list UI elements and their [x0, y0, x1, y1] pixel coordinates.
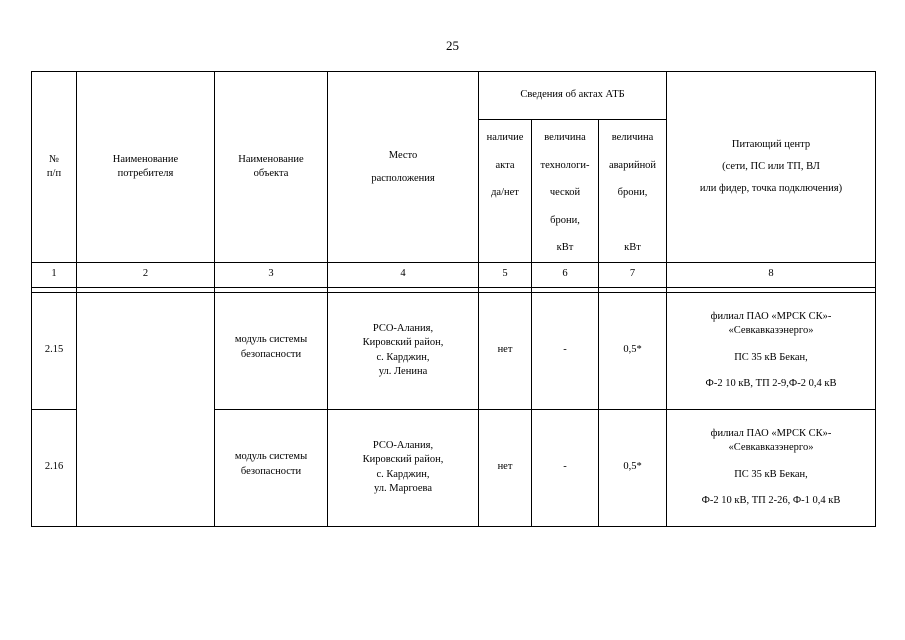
- row-feeder-line: «Севкавказэнерго»: [728, 442, 814, 454]
- header-act-line: да/нет: [491, 187, 519, 198]
- row-emerg: 0,5*: [599, 292, 667, 409]
- row-object-line: безопасности: [240, 348, 302, 360]
- header-location-line: Место: [388, 149, 418, 161]
- header-num-line: №: [48, 153, 60, 165]
- row-address-line: ул. Ленина: [378, 365, 428, 377]
- header-emerg: [599, 120, 667, 263]
- row-address-line: РСО-Алания,: [372, 440, 434, 452]
- row-object-line: безопасности: [240, 465, 302, 477]
- column-number: 6: [532, 262, 599, 287]
- header-act-line: акта: [495, 159, 515, 171]
- page-number: 25: [446, 38, 459, 53]
- row-num: 2.16: [32, 409, 77, 526]
- consumers-table: [31, 71, 876, 527]
- row-feeder-line: филиал ПАО «МРСК СК»-: [710, 311, 832, 323]
- header-emerg-line: брони,: [617, 187, 648, 198]
- row-feeder: [667, 292, 876, 409]
- row-feeder: [667, 409, 876, 526]
- row-object: [215, 292, 328, 409]
- row-object-line: модуль системы: [234, 451, 308, 463]
- row-address-line: с. Карджин,: [376, 468, 430, 480]
- row-feeder-line: ПС 35 кВ Бекан,: [734, 468, 808, 480]
- header-tech-line: брони,: [550, 214, 580, 226]
- header-emerg-line: кВт: [624, 241, 641, 253]
- row-address: [328, 292, 479, 409]
- consumer-cell: [77, 292, 215, 526]
- column-number: 5: [479, 262, 532, 287]
- header-consumer-line: потребителя: [117, 167, 174, 179]
- row-address-line: Кировский район,: [362, 337, 444, 349]
- column-number: 3: [215, 262, 328, 287]
- header-location-line: расположения: [371, 172, 435, 184]
- header-feeder-line: Питающий центр: [731, 138, 811, 150]
- row-address-line: Кировский район,: [362, 454, 444, 466]
- header-num: [32, 72, 77, 263]
- header-tech-line: кВт: [556, 242, 574, 253]
- row-act: нет: [479, 292, 532, 409]
- column-number: 8: [667, 262, 876, 287]
- row-act: нет: [479, 409, 532, 526]
- row-feeder-line: Ф-2 10 кВ, ТП 2-9,Ф-2 0,4 кВ: [705, 377, 837, 389]
- row-address: [328, 409, 479, 526]
- row-tech: -: [532, 292, 599, 409]
- row-object: [215, 409, 328, 526]
- row-feeder-line: филиал ПАО «МРСК СК»-: [710, 428, 832, 440]
- header-tech: [532, 120, 599, 263]
- header-tech-line: технологи-: [540, 159, 590, 171]
- row-num: 2.15: [32, 292, 77, 409]
- row-tech: -: [532, 409, 599, 526]
- header-feeder: [667, 72, 876, 263]
- column-number: 2: [77, 262, 215, 287]
- header-act-line: наличие: [486, 132, 524, 143]
- header-emerg-line: аварийной: [608, 159, 657, 171]
- column-number: 7: [599, 262, 667, 287]
- header-act: [479, 120, 532, 263]
- row-address-line: с. Карджин,: [376, 351, 430, 363]
- header-consumer-line: Наименование: [112, 153, 179, 165]
- header-object-line: Наименование: [238, 153, 304, 165]
- column-number: 1: [32, 262, 77, 287]
- table-row: [32, 292, 876, 409]
- header-atb-group: Сведения об актах АТБ: [479, 72, 667, 120]
- row-feeder-line: «Севкавказэнерго»: [728, 325, 814, 337]
- header-location: [328, 72, 479, 263]
- row-address-line: ул. Маргоева: [373, 482, 433, 494]
- column-number: 4: [328, 262, 479, 287]
- header-feeder-line: или фидер, точка подключения): [699, 182, 843, 194]
- row-address-line: РСО-Алания,: [372, 323, 434, 335]
- row-emerg: 0,5*: [599, 409, 667, 526]
- header-object-line: объекта: [253, 167, 289, 179]
- header-object: [215, 72, 328, 263]
- row-feeder-line: Ф-2 10 кВ, ТП 2-26, Ф-1 0,4 кВ: [701, 494, 841, 506]
- header-num-line: п/п: [46, 167, 62, 179]
- header-consumer: [77, 72, 215, 263]
- row-feeder-line: ПС 35 кВ Бекан,: [734, 351, 808, 363]
- header-feeder-line: (сети, ПС или ТП, ВЛ: [722, 160, 820, 172]
- header-tech-line: ческой: [549, 187, 581, 198]
- header-tech-line: величина: [544, 132, 586, 143]
- row-object-line: модуль системы: [234, 334, 308, 346]
- header-emerg-line: величина: [611, 132, 654, 143]
